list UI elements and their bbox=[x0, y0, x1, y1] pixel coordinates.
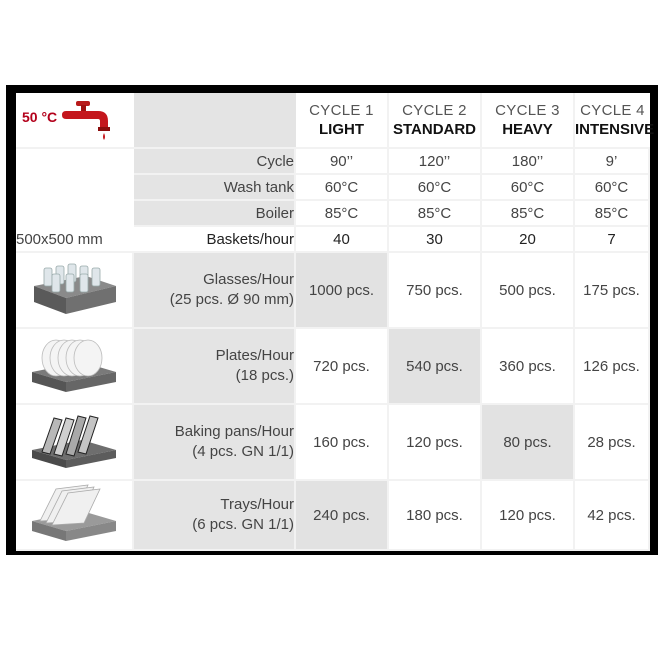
param-value: 60°C bbox=[389, 175, 482, 201]
param-value: 40 bbox=[296, 227, 389, 253]
value-cell-highlighted: 1000 pcs. bbox=[296, 253, 389, 329]
value-cell: 42 pcs. bbox=[575, 481, 650, 551]
param-label-wash-tank: Wash tank bbox=[134, 175, 296, 201]
value-cell: 160 pcs. bbox=[296, 405, 389, 481]
plate-rack-icon bbox=[26, 332, 122, 396]
param-value: 180’’ bbox=[482, 149, 575, 175]
param-value: 30 bbox=[389, 227, 482, 253]
cycle-spec-table bbox=[16, 93, 655, 551]
value-cell: 720 pcs. bbox=[296, 329, 389, 405]
tray-rack-image bbox=[16, 481, 134, 551]
temperature-label: 50 °C bbox=[22, 109, 58, 125]
value-cell: 28 pcs. bbox=[575, 405, 650, 481]
water-tap-icon bbox=[58, 97, 118, 143]
cycle-header-1: CYCLE 1 LIGHT bbox=[296, 93, 389, 149]
param-label-baskets-hour: Baskets/hour bbox=[134, 227, 296, 253]
plate-rack-image bbox=[16, 329, 134, 405]
cycle-header-4: CYCLE 4 INTENSIVE bbox=[575, 93, 650, 149]
value-cell-highlighted: 80 pcs. bbox=[482, 405, 575, 481]
param-value: 60°C bbox=[575, 175, 650, 201]
spec-table-container bbox=[16, 93, 655, 547]
basket-size-label: 500x500 mm bbox=[16, 227, 134, 253]
cycle-header-3: CYCLE 3 HEAVY bbox=[482, 93, 575, 149]
param-value: 85°C bbox=[296, 201, 389, 227]
table-frame bbox=[6, 85, 658, 555]
value-cell: 175 pcs. bbox=[575, 253, 650, 329]
param-value: 85°C bbox=[575, 201, 650, 227]
temperature-cell bbox=[16, 93, 134, 149]
param-value: 120’’ bbox=[389, 149, 482, 175]
row-label-trays: Trays/Hour (6 pcs. GN 1/1) bbox=[134, 481, 296, 551]
param-value: 90’’ bbox=[296, 149, 389, 175]
param-value: 7 bbox=[575, 227, 650, 253]
param-value: 20 bbox=[482, 227, 575, 253]
cycle-header-2: CYCLE 2 STANDARD bbox=[389, 93, 482, 149]
param-value: 60°C bbox=[482, 175, 575, 201]
value-cell: 750 pcs. bbox=[389, 253, 482, 329]
row-label-baking-pans: Baking pans/Hour (4 pcs. GN 1/1) bbox=[134, 405, 296, 481]
value-cell: 360 pcs. bbox=[482, 329, 575, 405]
baking-pan-rack-image bbox=[16, 405, 134, 481]
param-label-boiler: Boiler bbox=[134, 201, 296, 227]
glass-rack-image bbox=[16, 253, 134, 329]
value-cell: 180 pcs. bbox=[389, 481, 482, 551]
value-cell: 120 pcs. bbox=[482, 481, 575, 551]
param-label-cycle: Cycle bbox=[134, 149, 296, 175]
value-cell: 120 pcs. bbox=[389, 405, 482, 481]
param-value: 9’ bbox=[575, 149, 650, 175]
value-cell-highlighted: 240 pcs. bbox=[296, 481, 389, 551]
value-cell: 126 pcs. bbox=[575, 329, 650, 405]
empty-cell bbox=[16, 201, 134, 227]
glass-rack-icon bbox=[26, 256, 122, 320]
row-label-glasses: Glasses/Hour (25 pcs. Ø 90 mm) bbox=[134, 253, 296, 329]
value-cell-highlighted: 540 pcs. bbox=[389, 329, 482, 405]
tray-rack-icon bbox=[26, 481, 122, 545]
header-spacer bbox=[134, 93, 296, 149]
value-cell: 500 pcs. bbox=[482, 253, 575, 329]
param-value: 60°C bbox=[296, 175, 389, 201]
empty-cell bbox=[16, 175, 134, 201]
empty-cell bbox=[16, 149, 134, 175]
param-value: 85°C bbox=[389, 201, 482, 227]
baking-pan-rack-icon bbox=[26, 408, 122, 472]
param-value: 85°C bbox=[482, 201, 575, 227]
row-label-plates: Plates/Hour (18 pcs.) bbox=[134, 329, 296, 405]
